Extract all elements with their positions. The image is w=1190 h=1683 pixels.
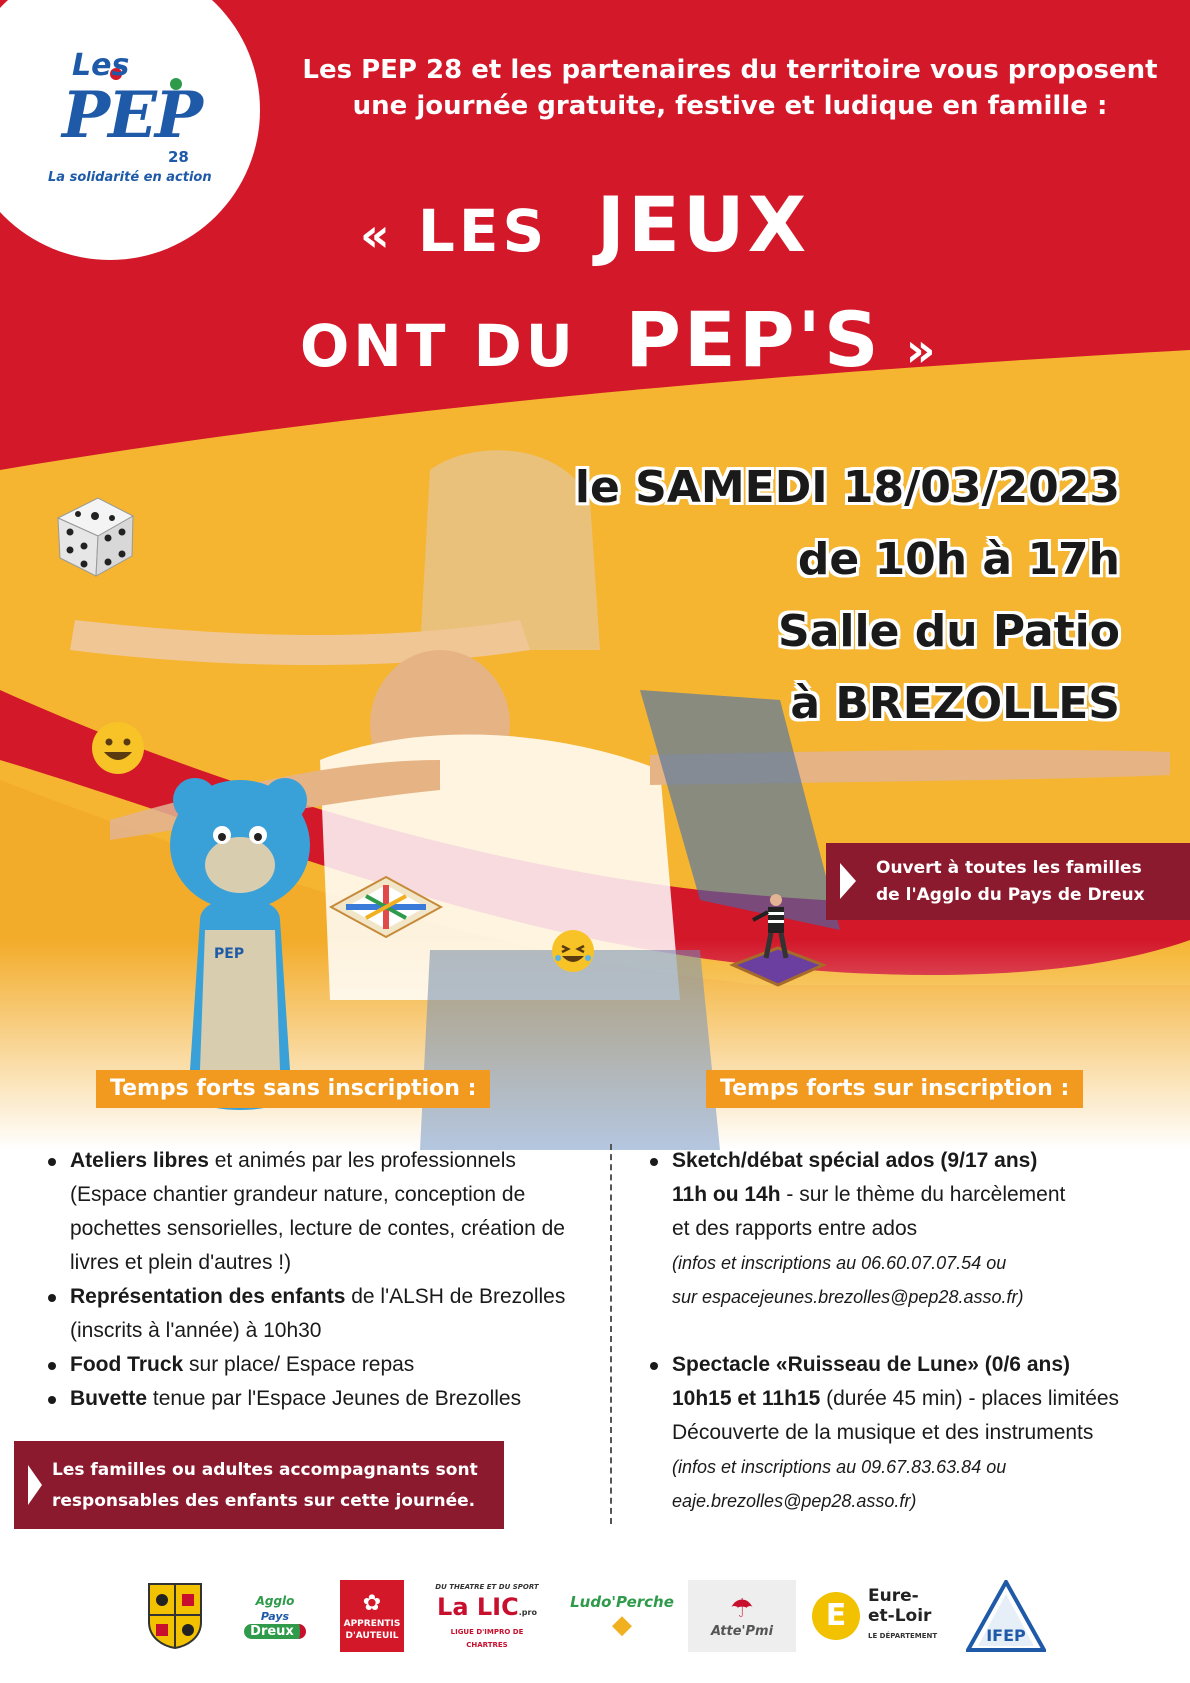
bullet-icon [48,1362,56,1370]
lic-main-text: La LIC [437,1592,519,1621]
arrow-right-icon [840,863,856,899]
et-loir-text: et-Loir [868,1606,932,1626]
warning-line-1: Les familles ou adultes accompagnants sont [52,1460,478,1480]
item-time: 10h15 et 11h15 [672,1387,821,1410]
logo-pep: PEP [62,78,202,153]
bullet-icon [48,1396,56,1404]
atte-pmi-text: Atte'Pmi [710,1623,774,1639]
item-desc: (durée 45 min) - places limitées [820,1387,1120,1410]
open-to-families-box [826,843,1190,920]
agglo-dreux-text: Dreux [244,1624,306,1639]
logo-number: 28 [168,148,189,166]
title-peps: PEP'S [625,295,882,384]
item-title: Spectacle «Ruisseau de Lune» (0/6 ans) [672,1353,1070,1376]
item-time: 11h ou 14h [672,1183,781,1206]
title-line-1 [360,180,809,269]
referee-icon [728,890,828,990]
item-desc-2: et des rapports entre ados [672,1217,918,1240]
eure-text: Eure- [868,1586,919,1606]
partner-apprentis-auteuil [340,1580,404,1652]
title-jeux: JEUX [596,180,810,269]
column-divider [610,1144,612,1524]
list-item [650,1348,1150,1518]
bullet-icon [650,1362,658,1370]
dice-icon [48,488,140,580]
item-info-1: (infos et inscriptions au 09.67.83.63.84 ou [672,1457,1007,1477]
warning-line-2: responsables des enfants sur cette journée. [52,1491,476,1511]
open-to-line-2: de l'Agglo du Pays de Dreux [876,885,1145,905]
event-info [560,452,1120,740]
partner-ludo-perche [572,1580,672,1652]
item-info-2: eaje.brezolles@pep28.asso.fr) [672,1491,917,1511]
title-ont-du: ONT DU [300,312,577,380]
open-to-line-1: Ouvert à toutes les familles [876,858,1142,878]
smiley-icon [90,720,146,776]
list-registration [650,1144,1150,1518]
item-bold: Ateliers libres [70,1149,209,1172]
item-sub: (Espace chantier grandeur nature, conception de pochettes sensorielles, lecture de contes, création de livres et plein d'autres !) [70,1183,565,1274]
auteuil-text: D'AUTEUIL [345,1631,399,1641]
partner-ifep [966,1580,1046,1652]
partner-eure-et-loir [812,1580,952,1652]
arrow-right-icon [28,1465,42,1505]
laughing-emoji-icon [550,928,596,974]
list-item [48,1348,588,1382]
apprentis-text: APPRENTIS [343,1619,401,1629]
lic-pro-text: .pro [518,1607,537,1617]
logo-tagline: La solidarité en action [48,170,212,185]
title-open-quote: « [360,208,394,262]
list-no-registration [48,1144,588,1416]
event-town: à BREZOLLES [790,678,1120,729]
item-bold: Food Truck [70,1353,184,1376]
agglo-pays-text: Pays [260,1609,290,1623]
item-desc-2: Découverte de la musique et des instruments [672,1421,1094,1444]
title-close-quote: » [905,323,940,377]
logo-les: Les [72,48,130,83]
event-date: le SAMEDI 18/03/2023 [574,462,1120,513]
item-info-1: (infos et inscriptions au 06.60.07.07.54 ou [672,1253,1007,1273]
item-info-2: sur espacejeunes.brezolles@pep28.asso.fr) [672,1287,1024,1307]
partner-coat-of-arms [144,1580,206,1652]
list-item [48,1280,588,1348]
ifep-text: IFEP [986,1626,1026,1645]
item-text: et animés par les professionnels [208,1149,516,1172]
eure-et-loir-icon: E [812,1592,860,1640]
title-line-2 [300,295,939,384]
lic-sub-text: LIGUE D'IMPRO DE CHARTRES [450,1627,524,1649]
item-sub: (inscrits à l'année) à 10h30 [70,1319,322,1342]
apprentis-icon: ✿ [362,1591,382,1616]
list-item [650,1144,1150,1314]
partner-agglo-pays-dreux [234,1580,316,1652]
item-title: Sketch/débat spécial ados (9/17 ans) [672,1149,1038,1172]
list-item [48,1382,588,1416]
intro-line-2: une journée gratuite, festive et ludique en famille : [352,91,1108,121]
game-board-icon [326,872,446,942]
coat-of-arms-icon [147,1582,203,1650]
item-bold: Représentation des enfants [70,1285,346,1308]
intro-line-1: Les PEP 28 et les partenaires du territoire vous proposent [302,55,1158,85]
bullet-icon [48,1294,56,1302]
list-item [48,1144,588,1280]
item-bold: Buvette [70,1387,148,1410]
agglo-text: Agglo [255,1593,295,1608]
departement-text: LE DÉPARTEMENT [868,1632,938,1640]
bullet-icon [48,1158,56,1166]
intro-text [290,52,1170,124]
section-header-registration: Temps forts sur inscription : [706,1070,1083,1108]
item-desc: - sur le thème du harcèlement [780,1183,1066,1206]
event-hours: de 10h à 17h [797,534,1120,585]
bullet-icon [650,1158,658,1166]
ludo-perche-text: Ludo'Perche [570,1593,674,1611]
warning-box [14,1441,504,1529]
title-les: LES [417,197,549,265]
item-text: tenue par l'Espace Jeunes de Brezolles [147,1387,522,1410]
partner-atte-pmi [688,1580,796,1652]
item-text: de l'ALSH de Brezolles [345,1285,566,1308]
stork-icon: ☂ [730,1593,754,1624]
puzzle-icon: ◆ [612,1610,632,1640]
section-header-no-registration: Temps forts sans inscription : [96,1070,490,1108]
mascot-bib-text: PEP [214,946,245,962]
partner-la-lic [432,1580,542,1652]
event-venue: Salle du Patio [778,606,1120,657]
item-text: sur place/ Espace repas [183,1353,415,1376]
lic-top-text: DU THEATRE ET DU SPORT [435,1582,539,1591]
